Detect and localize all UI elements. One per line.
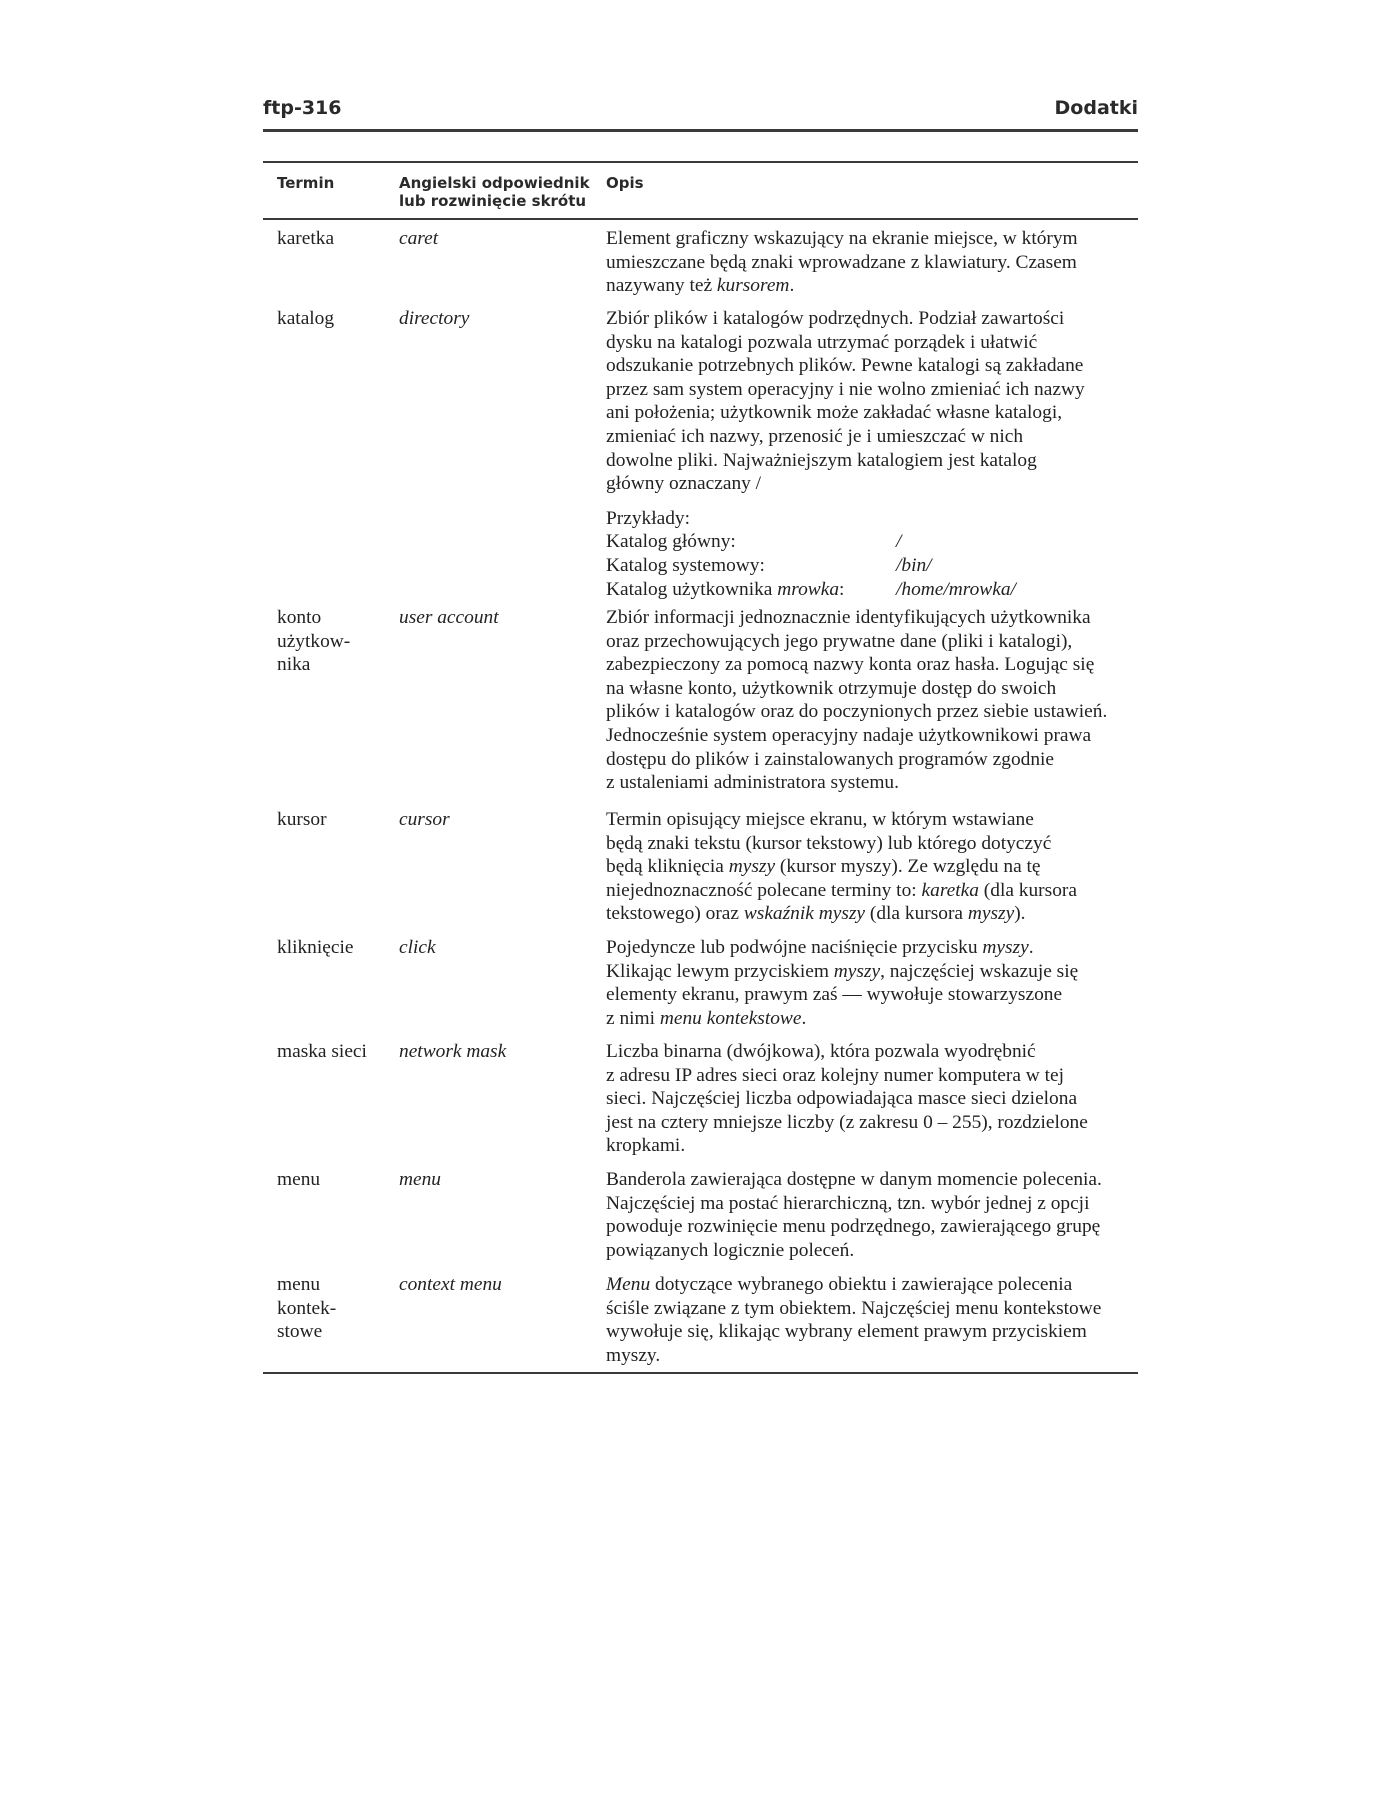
column-header-description: Opis <box>606 174 644 192</box>
column-header-english-line1: Angielski odpowiednik <box>399 174 590 192</box>
description-line <box>606 855 1134 879</box>
description-line <box>606 879 1134 903</box>
term-line: kliknięcie <box>277 937 354 958</box>
glossary-table <box>263 161 1138 1374</box>
text-run: myszy <box>833 960 881 982</box>
term-line: menu <box>277 1169 321 1190</box>
table-row <box>263 1168 1138 1262</box>
description-cell <box>606 227 1134 298</box>
description-line: dostępu do plików i zainstalowanych programów zgodnie <box>606 748 1055 770</box>
table-row <box>263 936 1138 1030</box>
description-line <box>606 1007 1134 1031</box>
term-line: użytkow- <box>277 630 351 652</box>
text-run: wskaźnik myszy <box>743 903 866 925</box>
text-run: karetka <box>921 879 979 901</box>
text-run: Pojedyncze lub podwójne naciśnięcie przycisku <box>606 937 983 958</box>
description-line: dysku na katalogi pozwala utrzymać porządek i ułatwić <box>606 331 1038 353</box>
term-cell <box>277 307 392 331</box>
text-run: Klikając lewym przyciskiem <box>606 960 834 982</box>
description-line: Najczęściej ma postać hierarchiczną, tzn. wybór jednej z opcji <box>606 1192 1090 1214</box>
description-line: myszy. <box>606 1344 661 1366</box>
table-body <box>263 220 1138 1372</box>
term-line: kursor <box>277 809 327 830</box>
description-line: Element graficzny wskazujący na ekranie miejsce, w którym <box>606 228 1078 249</box>
description-cell <box>606 808 1134 926</box>
description-cell <box>606 1168 1134 1262</box>
term-cell <box>277 227 392 251</box>
description-cell <box>606 307 1134 601</box>
description-line <box>606 902 1134 926</box>
example-row <box>606 554 1134 578</box>
term-cell <box>277 606 392 677</box>
description-cell <box>606 936 1134 1030</box>
example-path: /bin/ <box>896 554 932 576</box>
english-term-cell: menu <box>399 1169 442 1190</box>
description-line: dowolne pliki. Najważniejszym katalogiem jest katalog <box>606 449 1037 471</box>
english-term-cell: network mask <box>399 1041 507 1062</box>
text-run: mrowka <box>777 578 840 600</box>
english-term-cell: click <box>399 937 436 958</box>
text-run: kursorem <box>716 275 790 297</box>
text-run: Katalog główny: <box>606 531 736 553</box>
term-line: kontek- <box>277 1297 337 1319</box>
term-line: konto <box>277 607 322 628</box>
column-header-term: Termin <box>277 174 335 192</box>
column-header-english <box>399 174 599 210</box>
description-line: zabezpieczony za pomocą nazwy konta oraz hasła. Logując się <box>606 654 1095 676</box>
text-run: będą kliknięcia <box>606 856 729 878</box>
description-line <box>606 274 1134 298</box>
description-line: z adresu IP adres sieci oraz kolejny numer komputera w tej <box>606 1064 1065 1086</box>
term-line: menu <box>277 1274 321 1295</box>
table-row <box>263 1040 1138 1158</box>
description-cell <box>606 606 1134 795</box>
description-line: powoduje rozwinięcie menu podrzędnego, zawierającego grupę <box>606 1216 1101 1238</box>
description-line: powiązanych logicznie poleceń. <box>606 1239 855 1261</box>
term-line: stowe <box>277 1321 323 1343</box>
description-line: wywołuje się, klikając wybrany element prawym przyciskiem <box>606 1321 1087 1343</box>
text-run: dotyczące wybranego obiektu i zawierające polecenia <box>650 1274 1073 1295</box>
text-run: tekstowego) oraz <box>606 903 744 925</box>
table-row <box>263 1273 1138 1367</box>
text-run: . <box>789 275 795 297</box>
description-line: zmieniać ich nazwy, przenosić je i umieszczać w nich <box>606 425 1024 447</box>
description-line <box>606 960 1134 984</box>
english-term-cell: directory <box>399 308 470 329</box>
description-line: sieci. Najczęściej liczba odpowiadająca masce sieci dzielona <box>606 1088 1078 1110</box>
description-line: Jednocześnie system operacyjny nadaje użytkownikowi prawa <box>606 724 1092 746</box>
text-run: nazywany też <box>606 275 717 297</box>
description-line: z ustaleniami administratora systemu. <box>606 772 899 794</box>
description-line: kropkami. <box>606 1135 686 1157</box>
table-row <box>263 227 1138 298</box>
term-cell <box>277 936 392 960</box>
text-run: niejednoznaczność polecane terminy to: <box>606 879 922 901</box>
term-cell <box>277 1040 392 1064</box>
description-line: na własne konto, użytkownik otrzymuje dostęp do swoich <box>606 677 1057 699</box>
table-row <box>263 307 1138 601</box>
term-line: nika <box>277 654 311 676</box>
column-header-english-line2: lub rozwinięcie skrótu <box>399 192 587 210</box>
description-line: Banderola zawierająca dostępne w danym momencie polecenia. <box>606 1169 1102 1190</box>
english-term-cell: caret <box>399 228 439 249</box>
description-line: oraz przechowujących jego prywatne dane (pliki i katalogi), <box>606 630 1073 652</box>
description-line: ściśle związane z tym obiektem. Najczęściej menu kontekstowe <box>606 1297 1102 1319</box>
description-line: plików i katalogów oraz do poczynionych przez siebie ustawień. <box>606 701 1108 723</box>
description-line: Zbiór informacji jednoznacznie identyfikujących użytkownika <box>606 607 1091 628</box>
table-row <box>263 808 1138 926</box>
text-run: Menu <box>606 1274 651 1295</box>
description-line: jest na cztery mniejsze liczby (z zakresu 0 – 255), rozdzielone <box>606 1111 1088 1133</box>
term-cell <box>277 1168 392 1192</box>
examples-title: Przykłady: <box>606 507 691 529</box>
description-line: główny oznaczany / <box>606 473 762 495</box>
text-run: : <box>839 578 845 600</box>
text-run: (dla kursora <box>865 903 968 925</box>
example-row <box>606 578 1134 602</box>
text-run: (dla kursora <box>978 879 1077 901</box>
examples-block <box>606 507 1134 601</box>
page-number: ftp-316 <box>263 97 342 119</box>
text-run: . <box>801 1007 807 1029</box>
example-label <box>606 530 736 554</box>
text-run: ). <box>1014 903 1026 925</box>
description-line <box>606 936 1134 960</box>
text-run: Katalog systemowy: <box>606 554 765 576</box>
text-run: menu kontekstowe <box>659 1007 802 1029</box>
text-run: myszy <box>982 937 1029 958</box>
example-row <box>606 530 1134 554</box>
english-term-cell: user account <box>399 607 499 628</box>
description-line: Liczba binarna (dwójkowa), która pozwala wyodrębnić <box>606 1041 1036 1062</box>
description-line: umieszczane będą znaki wprowadzane z klawiatury. Czasem <box>606 251 1077 273</box>
page-header <box>263 95 1138 132</box>
text-run: , najczęściej wskazuje się <box>880 960 1079 982</box>
text-run: myszy <box>967 903 1015 925</box>
description-line: odszukanie potrzebnych plików. Pewne katalogi są zakładane <box>606 355 1084 377</box>
text-run: (kursor myszy). Ze względu na tę <box>775 856 1041 878</box>
term-cell <box>277 1273 392 1344</box>
description-line: będą znaki tekstu (kursor tekstowy) lub którego dotyczyć <box>606 832 1052 854</box>
description-line: elementy ekranu, prawym zaś — wywołuje stowarzyszone <box>606 984 1063 1006</box>
term-cell <box>277 808 392 832</box>
text-run: myszy <box>728 856 776 878</box>
example-label <box>606 578 844 602</box>
example-path: / <box>896 531 902 553</box>
example-path: /home/mrowka/ <box>896 578 1016 600</box>
table-row <box>263 606 1138 795</box>
term-line: katalog <box>277 308 335 329</box>
description-cell <box>606 1040 1134 1158</box>
term-line: karetka <box>277 228 335 249</box>
description-cell <box>606 1273 1134 1367</box>
example-label <box>606 554 765 578</box>
section-title: Dodatki <box>1054 97 1138 119</box>
text-run: . <box>1028 937 1034 958</box>
description-line: Termin opisujący miejsce ekranu, w którym wstawiane <box>606 809 1034 830</box>
description-line <box>606 1273 1134 1297</box>
english-term-cell: cursor <box>399 809 450 830</box>
english-term-cell: context menu <box>399 1274 502 1295</box>
description-line: ani położenia; użytkownik może zakładać własne katalogi, <box>606 402 1063 424</box>
text-run: z nimi <box>606 1007 660 1029</box>
description-line: Zbiór plików i katalogów podrzędnych. Podział zawartości <box>606 308 1065 329</box>
table-header <box>263 163 1138 220</box>
term-line: maska sieci <box>277 1041 367 1062</box>
text-run: Katalog użytkownika <box>606 578 778 600</box>
description-line: przez sam system operacyjny i nie wolno zmieniać ich nazwy <box>606 378 1085 400</box>
